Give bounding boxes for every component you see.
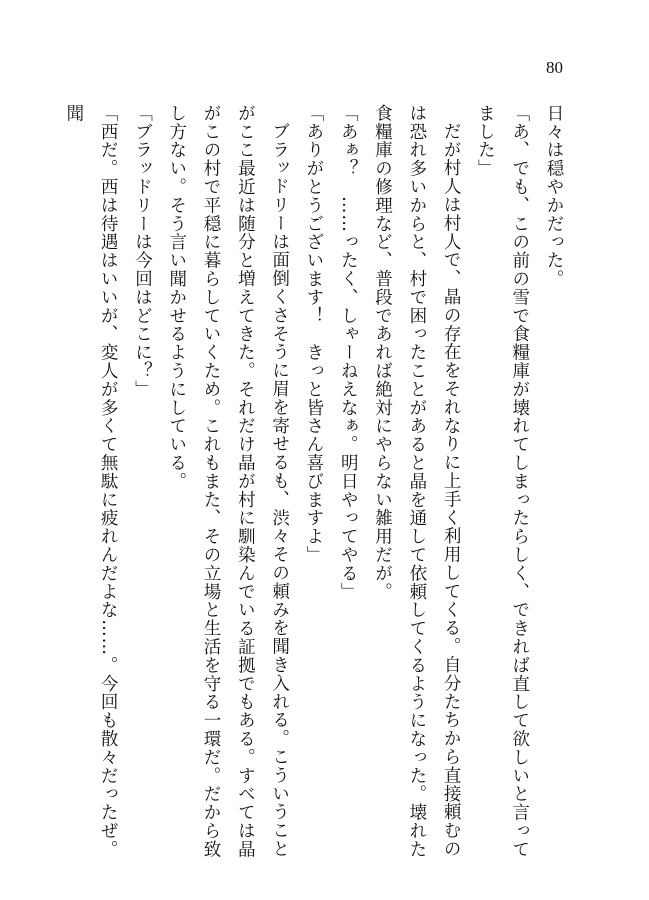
paragraph-8: 「西だ。西は待遇はいいが、変人が多くて無駄に疲れんだよな……。今回も散々だったぜ。聞	[63, 104, 119, 859]
paragraph-7: 「ブラッドリーは今回はどこに？」	[132, 104, 153, 399]
page-number: 80	[546, 58, 563, 77]
paragraph-1: 日々は穏やかだった。	[544, 104, 564, 288]
paragraph-3: だが村人は村人で、晶の存在をそれなりに上手く利用してくる。自分たちから直接頼むのは恐れ多いからと、村で困ったことがあると晶を通して依頼してくるようになった。壊れた食糧庫の修理など、普段であれば絶対にやらない雑用だが。	[372, 104, 462, 859]
paragraph-5: 「ありがとうございます！ きっと皆さん喜びますよ」	[303, 104, 324, 564]
paragraph-6: ブラッドリーは面倒くさそうに眉を寄せるも、渋々その頼みを聞き入れる。こういうことがここ最近は随分と増えてきた。それだけ晶が村に馴染んでいる証拠でもある。すべては晶がこの村で平穏に暮らしていくため。これもまた、その立場と生活を守る一環だ。だから致し方ない。そう言い聞かせるようにしている。	[166, 104, 290, 859]
vertical-body-text	[63, 104, 571, 864]
paragraph-4: 「あぁ？ ……ったく、しゃーねえなぁ。明日やってやる」	[338, 104, 359, 601]
paragraph-2: 「あ、でも、この前の雪で食糧庫が壊れてしまったらしく、できれば直して欲しいと言ってました」	[475, 104, 530, 859]
